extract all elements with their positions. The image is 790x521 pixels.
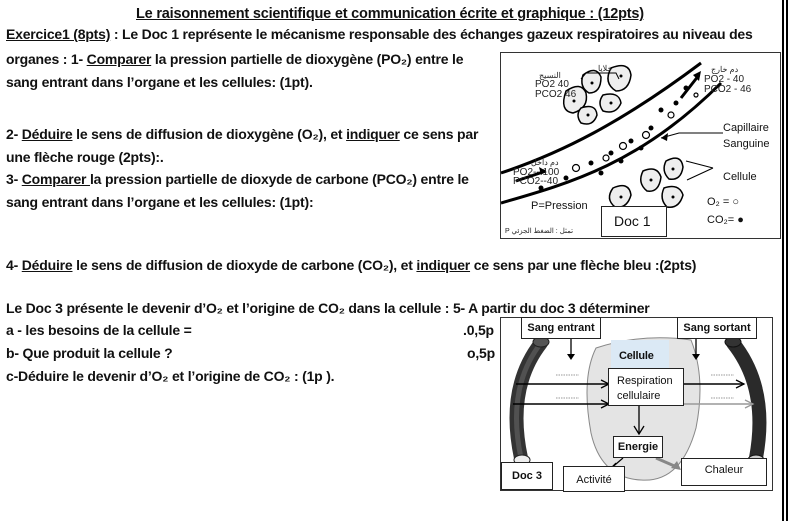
arabic-footnote: P تمثل : الضغط الجزئي: [505, 228, 574, 235]
heat-box: Chaleur: [681, 458, 767, 486]
question-1: organes : 1- Comparer la pression partielle de dioxygène (PO₂) entre le: [6, 51, 464, 67]
question-4: 4- Déduire le sens de diffusion de dioxyde de carbone (CO₂), et indiquer ce sens par une flèche bleu :(2pts): [6, 257, 697, 273]
capillary-label-2: Sanguine: [723, 138, 770, 150]
pressure-label: P=Pression: [531, 200, 588, 212]
question-5a-points: .0,5p: [463, 322, 494, 338]
blood-out-box: Sang sortant: [677, 317, 757, 339]
exercise-intro: Exercice1 (8pts) : Le Doc 1 représente le mécanisme responsable des échanges gazeux respiratoires au niveau des: [6, 26, 753, 42]
tissue-po2: PO2 40: [535, 79, 569, 90]
energy-box: Energie: [613, 436, 663, 458]
page-border: [786, 0, 788, 521]
cells-arabic-label: خلايا: [598, 64, 613, 73]
question-5b: b- Que produit la cellule ?: [6, 345, 173, 361]
question-2: 2- Déduire le sens de diffusion de dioxygène (O₂), et indiquer ce sens par: [6, 126, 479, 142]
doc3-tag: Doc 3: [501, 462, 553, 490]
tissue-arabic-label: النسيج: [539, 71, 561, 80]
page-border: [782, 0, 784, 521]
cell-label: Cellule: [723, 171, 757, 183]
question-5a: a - les besoins de la cellule =: [6, 322, 192, 338]
doc3-figure: [500, 317, 773, 491]
doc1-figure: [500, 52, 781, 239]
question-2-line2: une flèche rouge (2pts):.: [6, 149, 164, 165]
activity-box: Activité: [563, 466, 625, 492]
exercise-label: Exercice1 (8pts): [6, 26, 111, 42]
blood-out-pco2: PCO2 - 46: [704, 84, 752, 95]
page-title: Le raisonnement scientifique et communication écrite et graphique : (12pts): [136, 6, 644, 22]
blood-out-po2: PO2 - 40: [704, 74, 745, 85]
blood-in-pco2: PCO2--40: [513, 176, 559, 187]
question-5c: c-Déduire le devenir d’O₂ et l’origine de CO₂ : (1p ).: [6, 368, 335, 384]
legend-o2: O₂ = ○: [707, 196, 740, 208]
cell-label: Cellule: [619, 350, 654, 362]
question-3-line2: sang entrant dans l’organe et les cellules: (1pt):: [6, 194, 314, 210]
capillary-label: Capillaire: [723, 122, 769, 134]
blood-in-arabic-label: دم داخل: [531, 158, 559, 167]
cellular-respiration-box: Respiration cellulaire: [608, 368, 684, 406]
blood-in-po2: PO2-- 100: [513, 167, 560, 178]
question-1-line2: sang entrant dans l’organe et les cellules: (1pt).: [6, 74, 313, 90]
blood-in-box: Sang entrant: [521, 317, 601, 339]
blood-out-arabic-label: دم خارج: [711, 65, 739, 74]
tissue-pco2: PCO2 46: [535, 89, 577, 100]
doc1-tag: Doc 1: [601, 206, 667, 237]
question-5-intro: Le Doc 3 présente le devenir d’O₂ et l’origine de CO₂ dans la cellule : 5- A partir du doc 3 déterminer: [6, 300, 650, 316]
legend-co2: CO₂= ●: [707, 214, 744, 226]
question-3: 3- Comparer la pression partielle de dioxyde de carbone (PCO₂) entre le: [6, 171, 469, 187]
question-5b-points: o,5p: [467, 345, 495, 361]
